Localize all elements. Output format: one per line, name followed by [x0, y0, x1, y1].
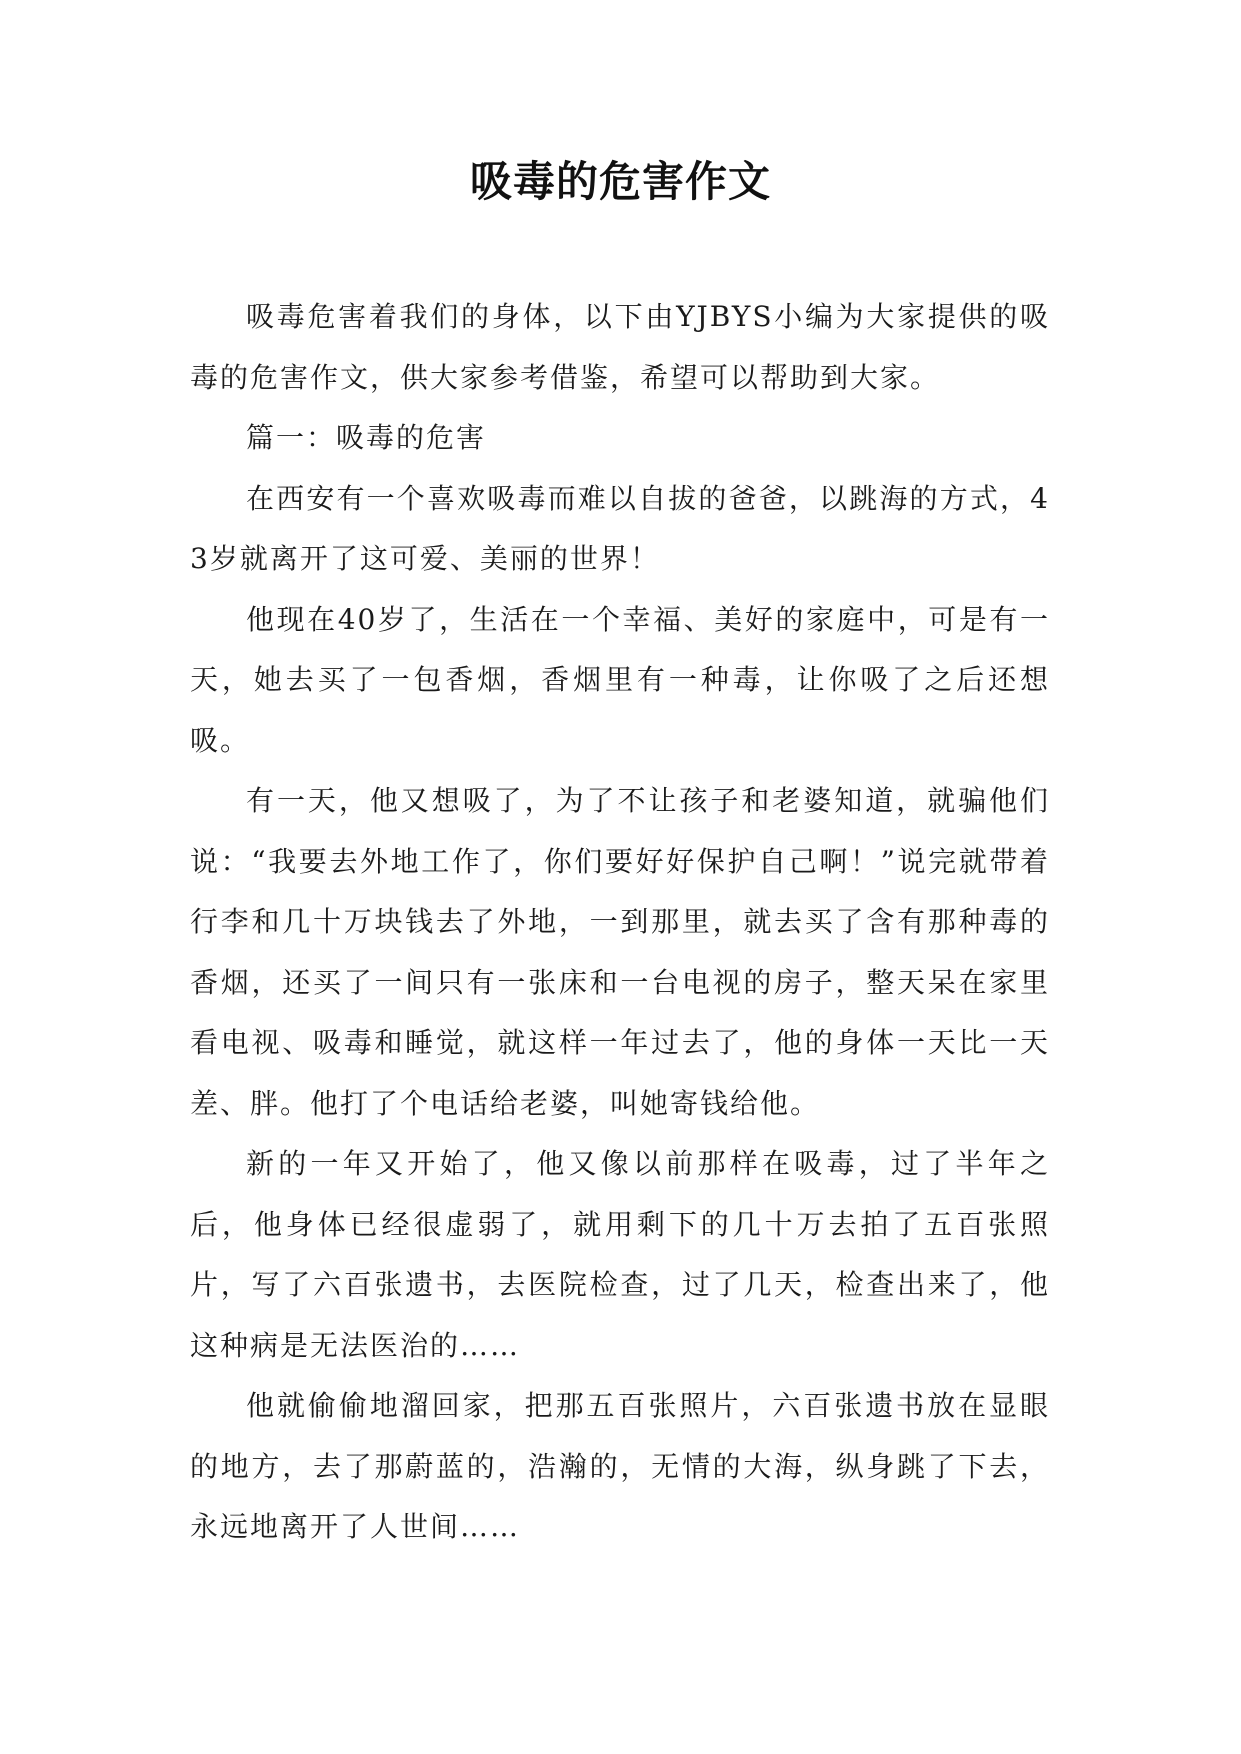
- paragraph: 新的一年又开始了，他又像以前那样在吸毒，过了半年之后，他身体已经很虚弱了，就用剩下的几十万去拍了五百张照片，写了六百张遗书，去医院检查，过了几天，检查出来了，他这种病是无法医治的……: [190, 1147, 1050, 1362]
- paragraph: 他现在40岁了，生活在一个幸福、美好的家庭中，可是有一天，她去买了一包香烟，香烟里有一种毒，让你吸了之后还想吸。: [190, 602, 1050, 757]
- paragraph: 他就偷偷地溜回家，把那五百张照片，六百张遗书放在显眼的地方，去了那蔚蓝的，浩瀚的，无情的大海，纵身跳了下去，永远地离开了人世间……: [190, 1389, 1050, 1543]
- document-title: 吸毒的危害作文: [469, 157, 771, 206]
- paragraph-intro: 吸毒危害着我们的身体，以下由YJBYS小编为大家提供的吸毒的危害作文，供大家参考借鉴，希望可以帮助到大家。: [190, 300, 1050, 394]
- section-heading: 篇一：吸毒的危害: [246, 421, 487, 454]
- document-body: [190, 287, 1050, 1558]
- paragraph: 有一天，他又想吸了，为了不让孩子和老婆知道，就骗他们说：“我要去外地工作了，你们要好好保护自己啊！”说完就带着行李和几十万块钱去了外地，一到那里，就去买了含有那种毒的香烟，还买了一间只有一张床和一台电视的房子，整天呆在家里看电视、吸毒和睡觉，就这样一年过去了，他的身体一天比一天差、胖。他打了个电话给老婆，叫她寄钱给他。: [190, 784, 1050, 1120]
- paragraph: 在西安有一个喜欢吸毒而难以自拔的爸爸，以跳海的方式，43岁就离开了这可爱、美丽的世界！: [190, 481, 1050, 575]
